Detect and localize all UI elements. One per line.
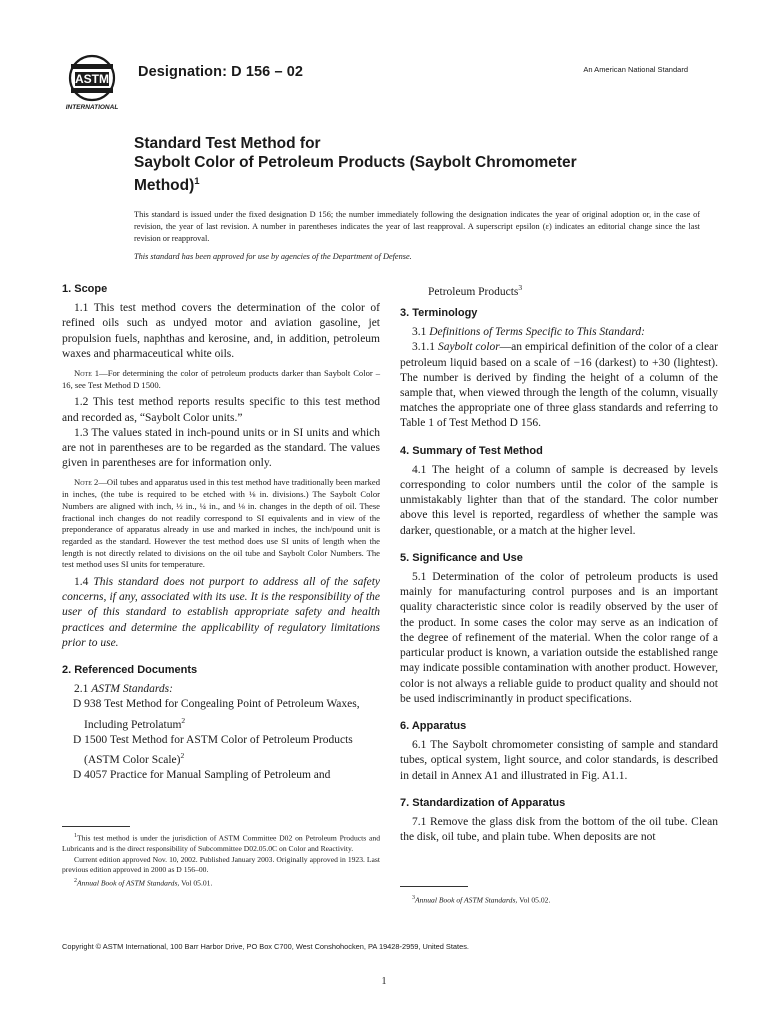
reference-d1500-mark: 2 [180,750,185,760]
title-line-2: Saybolt Color of Petroleum Products (Saybolt Chromometer [134,154,577,171]
note-2 [62,477,380,571]
reference-d938-mark: 2 [181,715,186,725]
reference-d4057-mark: 3 [518,283,523,292]
paragraph-1-1: 1.1 This test method covers the determination of the color of refined oils such as undyed motor and aviation gasoline, jet propulsion fuels, naphthas and kerosine, and, in addition, petroleum waxes and pharmaceutical white oils. [62,302,380,360]
paragraph-3-1 [400,325,718,340]
summary-heading: 4. Summary of Test Method [400,444,543,457]
title-line-1: Standard Test Method for [134,135,321,152]
right-column [400,280,718,845]
reference-d4057: D 4057 Practice for Manual Sampling of Petroleum and [73,768,331,781]
footnote-1-text: This test method is under the jurisdiction of ASTM Committee D02 on Petroleum Products and Lubricants and is the direct responsibility of Subcommittee D02.05.0C on Color and Reactivity. [62,833,380,854]
reference-d938 [62,697,380,732]
apparatus-heading: 6. Apparatus [400,719,467,732]
page-number: 1 [381,976,387,987]
note-1-label: Note [74,368,92,379]
document-title [134,134,694,195]
significance-heading: 5. Significance and Use [400,551,523,564]
paragraph-3-1-1-text: —an empirical definition of the color of a clear petroleum liquid based on a scale of −16 (darkest) to +30 (lightest). The number is derived by finding the height of a column of the sample that, when viewed through the length of the column, visually matches the appropriate one of three glass standards and referring to Table 1 of Test Method D 156. [400,341,718,430]
footnote-3-volume: , Vol 05.02. [515,895,551,905]
footnote-1 [62,831,380,855]
paragraph-2-1 [62,682,380,697]
reference-d938-text: D 938 Test Method for Congealing Point of Petroleum Waxes, Including Petrolatum [73,698,360,731]
footnote-1-edition: Current edition approved Nov. 10, 2002. Published January 2003. Originally approved in 1923. Last previous edition approved in 2000 as D 156–00. [62,854,380,875]
paragraph-7-1: 7.1 Remove the glass disk from the bottom of the oil tube. Clean the disk, oil tube, and plain tube. When deposits are not [400,815,718,844]
footnote-2-volume: , Vol 05.01. [177,878,213,888]
reference-d4057-continued-text: Petroleum Products [428,285,519,298]
footnotes-right [400,893,718,906]
paragraph-3-1-1 [400,340,718,431]
astm-logo [62,52,130,112]
footnote-2 [62,876,380,889]
footnote-rule-left [62,826,130,827]
logo-text: ASTM [75,72,109,86]
paragraph-3-1-text: Definitions of Terms Specific to This Standard: [429,326,645,339]
scope-heading: 1. Scope [62,283,108,295]
designation: Designation: D 156 – 02 [138,64,304,80]
paragraph-3-1-1-number: 3.1.1 [412,341,438,354]
paragraph-1-2: 1.2 This test method reports results specific to this test method and recorded as, “Saybolt Color units.” [62,396,380,424]
note-2-label: Note [74,477,92,488]
paragraph-5-1: 5.1 Determination of the color of petroleum products is used mainly for manufacturing control purposes and is an important quality characteristic since color is readily observed by the user of the product. In some cases the color may serve as an indication of the degree of refinement of the material. When the color range of a particular product is known, a variation outside the established range may indicate possible contamination with another product. However, color is not always a reliable guide to product quality and should not be used indiscriminantly in product specifications. [400,571,718,705]
paragraph-1-3: 1.3 The values stated in inch-pound units or in SI units and which are not in parentheses are to be regarded as the standard. The values given in parentheses are for information only. [62,426,380,470]
paragraph-6-1: 6.1 The Saybolt chromometer consisting of sample and standard tubes, optical system, light source, and color standards, is described in detail in Annex A1 and illustrated in Fig. A1.1. [400,739,718,782]
paragraph-2-1-number: 2.1 [74,683,92,696]
standard-type: An American National Standard [583,65,688,74]
reference-d4057-continued [428,280,718,300]
note-2-text: 2—Oil tubes and apparatus used in this test method have traditionally been marked in inches, (the tube is required to be etched with ⅛ in. divisions.) The Saybolt Color Numbers are aligned with inch, ½ in., ¼ in., and ⅛ in. changes in the depth of oil. These fractional inch changes do not readily correspond to SI equivalents and in view of the preponderance of apparatus already in use and marked in inches, the inch/pound unit is regarded as the standard. However the test method does use SI units of length when the length is not directly related to divisions on the oil tube and Saybolt Color Numbers. The test method uses SI units for temperature. [62,477,380,570]
footnote-3-title: Annual Book of ASTM Standards [415,895,516,905]
paragraph-3-1-number: 3.1 [412,326,430,339]
preamble: This standard is issued under the fixed designation D 156; the number immediately following the designation indicates the year of original adoption or, in the case of revision, the year of last revision. A number in parentheses indicates the year of last reapproval. A superscript epsilon (ε) indicates an editorial change since the last revision or reapproval. [134,210,700,243]
note-1-text: 1—For determining the color of petroleum products darker than Saybolt Color – 16, see Test Method D 1500. [62,368,380,390]
footnote-rule-right [400,886,468,887]
term-saybolt-color: Saybolt color [437,341,500,354]
footnote-2-title: Annual Book of ASTM Standards [77,878,178,888]
paragraph-2-1-text: ASTM Standards: [91,683,173,696]
reference-d1500-text: D 1500 Test Method for ASTM Color of Petroleum Products (ASTM Color Scale) [73,733,353,766]
left-column [62,280,380,783]
logo-subtext: INTERNATIONAL [65,104,119,111]
terminology-heading: 3. Terminology [400,307,478,320]
copyright-line: Copyright © ASTM International, 100 Barr Harbor Drive, PO Box C700, West Conshohocken, PA 19428-2959, United States. [62,942,469,951]
paragraph-1-4-number: 1.4 [74,576,94,589]
paragraph-4-1: 4.1 The height of a column of sample is decreased by levels corresponding to color numbers until the color of the sample is unmistakably lighter than that of the standard. The color number above this level is reported, regardless of whether the sample was darker, questionable, or a match at the higher level. [400,463,718,537]
approval-note: This standard has been approved for use by agencies of the Department of Defense. [134,252,412,261]
referenced-documents-heading: 2. Referenced Documents [62,664,198,677]
paragraph-1-4-text: This standard does not purport to address all of the safety concerns, if any, associated with its use. It is the responsibility of the user of this standard to establish appropriate safety and health practices and determine the applicability of regulatory limitations prior to use. [62,576,381,649]
footnote-3 [400,893,718,906]
note-1 [62,368,380,391]
footnote-1-mark: 1 [74,833,77,839]
reference-d1500 [62,733,380,768]
paragraph-1-4 [62,575,380,651]
footnotes-left [62,831,380,889]
standardization-heading: 7. Standardization of Apparatus [400,796,566,809]
footnote-3-mark: 3 [412,895,415,901]
title-footnote-mark: 1 [194,176,200,187]
title-line-3: Method) [134,177,195,195]
footnote-2-mark: 2 [74,877,77,884]
